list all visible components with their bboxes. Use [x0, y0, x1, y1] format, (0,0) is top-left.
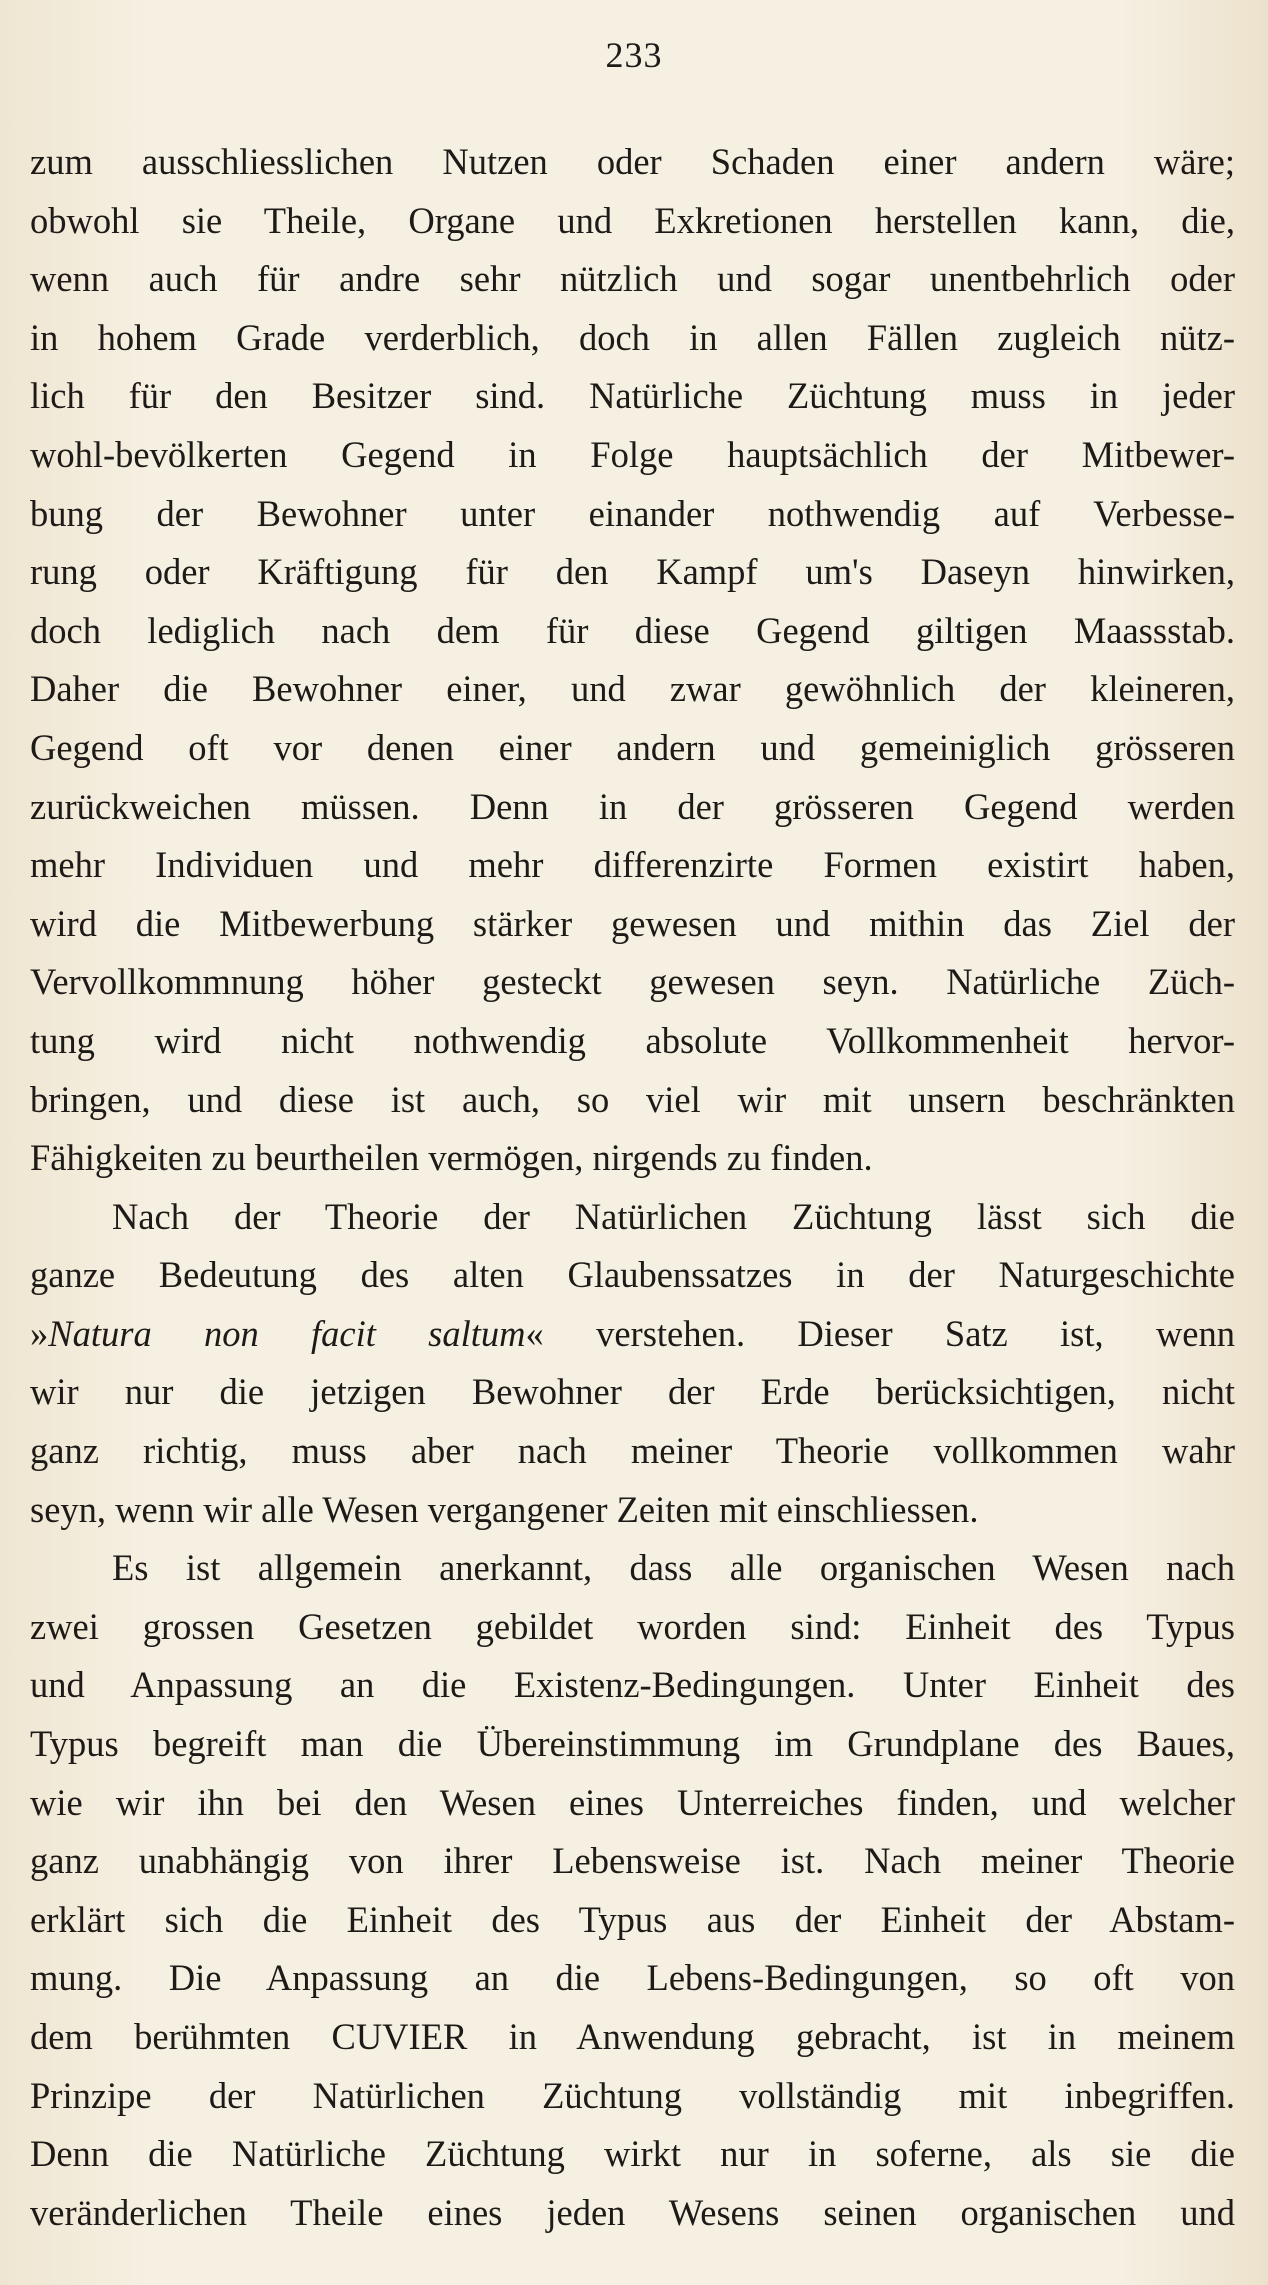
page-number: 233 [605, 35, 663, 75]
text-line: wie wir ihn bei den Wesen eines Unterreiches finden, und welcher [30, 1781, 1235, 1823]
text-line: ganze Bedeutung des alten Glaubenssatzes in der Naturgeschichte [30, 1254, 1235, 1296]
text-line: lich für den Besitzer sind. Natürliche Züchtung muss in jeder [30, 375, 1235, 417]
text-line: tung wird nicht nothwendig absolute Vollkommenheit hervor- [30, 1019, 1235, 1061]
quote-open: » [30, 1312, 49, 1354]
text-line: Vervollkommnung höher gesteckt gewesen seyn. Natürliche Züch- [30, 961, 1235, 1003]
text-line: wir nur die jetzigen Bewohner der Erde berücksichtigen, nicht [30, 1371, 1235, 1413]
text-line: wenn auch für andre sehr nützlich und sogar unentbehrlich oder [30, 258, 1235, 300]
quote-close-and-text: « verstehen. Dieser Satz ist, wenn [525, 1312, 1236, 1354]
text-line: seyn, wenn wir alle Wesen vergangener Zeiten mit einschliessen. [30, 1488, 979, 1530]
text-line: ganz unabhängig von ihrer Lebensweise ist. Nach meiner Theorie [30, 1840, 1235, 1882]
text-line: erklärt sich die Einheit des Typus aus der Einheit der Abstam- [30, 1898, 1235, 1940]
text-line: Daher die Bewohner einer, und zwar gewöhnlich der kleineren, [30, 668, 1235, 710]
text-line: bringen, und diese ist auch, so viel wir mit unsern beschränkten [30, 1078, 1235, 1120]
text-line: Typus begreift man die Übereinstimmung im Grundplane des Baues, [30, 1723, 1235, 1765]
text-line: doch lediglich nach dem für diese Gegend giltigen Maassstab. [30, 609, 1235, 651]
text-line: rung oder Kräftigung für den Kampf um's Daseyn hinwirken, [30, 551, 1235, 593]
text-line: mehr Individuen und mehr differenzirte Formen existirt haben, [30, 844, 1235, 886]
text-line: veränderlichen Theile eines jeden Wesens seinen organischen und [30, 2191, 1235, 2233]
text-line: Gegend oft vor denen einer andern und gemeiniglich grösseren [30, 726, 1235, 768]
text-line: in hohem Grade verderblich, doch in allen Fällen zugleich nütz- [30, 316, 1235, 358]
text-line: Denn die Natürliche Züchtung wirkt nur in soferne, als sie die [30, 2133, 1235, 2175]
text-line: zurückweichen müssen. Denn in der grösseren Gegend werden [30, 785, 1235, 827]
text-line: Prinzipe der Natürlichen Züchtung vollständig mit inbegriffen. [30, 2074, 1235, 2116]
text-line: wird die Mitbewerbung stärker gewesen und mithin das Ziel der [30, 902, 1235, 944]
text-line: Es ist allgemein anerkannt, dass alle organischen Wesen nach [112, 1547, 1235, 1589]
text-line: Nach der Theorie der Natürlichen Züchtung lässt sich die [112, 1195, 1235, 1237]
latin-phrase: Natura non facit saltum [48, 1312, 526, 1354]
text-line: und Anpassung an die Existenz-Bedingungen. Unter Einheit des [30, 1664, 1235, 1706]
text-line: dem berühmten CUVIER in Anwendung gebracht, ist in meinem [30, 2016, 1235, 2057]
text-line: obwohl sie Theile, Organe und Exkretionen herstellen kann, die, [30, 199, 1235, 241]
text-line: wohl-bevölkerten Gegend in Folge hauptsächlich der Mitbewer- [30, 433, 1235, 475]
body-text [30, 133, 1235, 2242]
text-line: zwei grossen Gesetzen gebildet worden sind: Einheit des Typus [30, 1605, 1235, 1647]
text-line: Fähigkeiten zu beurtheilen vermögen, nirgends zu finden. [30, 1137, 873, 1179]
text-line [30, 1305, 1235, 1364]
text-line: mung. Die Anpassung an die Lebens-Bedingungen, so oft von [30, 1957, 1235, 1999]
text-line: zum ausschliesslichen Nutzen oder Schaden einer andern wäre; [30, 141, 1235, 182]
text-line: ganz richtig, muss aber nach meiner Theorie vollkommen wahr [30, 1430, 1235, 1472]
text-line: bung der Bewohner unter einander nothwendig auf Verbesse- [30, 492, 1235, 534]
